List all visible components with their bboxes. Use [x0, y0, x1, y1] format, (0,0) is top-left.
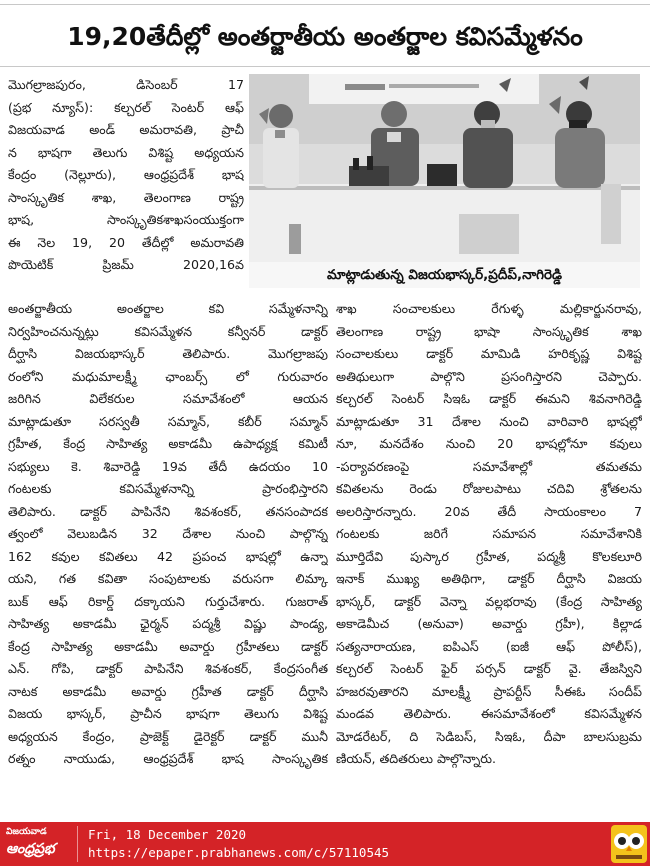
article-line: అతిథులుగా పాల్గొని ప్రసంగిస్తారని చెప్పారు.	[336, 368, 642, 384]
article-line: మాట్లాడుతూ సరస్వతీ సమ్మాన్, కబీర్ సమ్మాన్	[8, 413, 328, 429]
article-line: సంచాలకులు డాక్టర్ మామిడి హరికృష్ణ విశిష్ట	[336, 346, 642, 361]
article-line: గంటలకు జరిగే సమాపన సమావేశానికి	[336, 526, 642, 541]
article-line: అధ్యయన కేంద్రం, ప్రాజెక్ట్ డైరెక్టర్ డాక్టర్ మునీ	[8, 728, 328, 744]
article-line: ఇనాక్ ముఖ్య అతిథిగా, డాక్టర్ దీర్ఘాసి విజయ	[336, 571, 642, 586]
brand-city: విజయవాడ	[6, 827, 47, 837]
article-line: సభ్యులు కె. శివారెడ్డి 19వ తేదీ ఉదయం 10	[8, 458, 328, 474]
article-line: నూ, మనదేశం నుంచి 20 భాషల్లోనూ కవులు	[336, 436, 642, 451]
publication-logo	[6, 826, 78, 862]
article-line: ఈ నెల 19, 20 తేదీల్లో అమరావతి	[8, 234, 244, 250]
press-meet-photo-illustration	[249, 74, 640, 262]
article-line: కల్చరల్ సెంటర్ ఫైర్ పర్సన్ డాక్టర్ వై. తేజస్విని	[336, 661, 642, 676]
brand-name: ఆంధ్రప్రభ	[6, 841, 55, 857]
clip-url[interactable]: https://epaper.prabhanews.com/c/57110545	[88, 845, 390, 860]
article-line: అంతర్జాతీయ అంతర్జాల కవి సమ్మేళనాన్ని	[8, 301, 328, 316]
article-line: నిర్వహించనున్నట్లు కవిసమ్మేళన కన్వీనర్ డాక్టర్	[8, 323, 328, 339]
article-line: అకాడెమీచ (అనువా) అవార్డు గ్రహీ), కిల్లాడ	[336, 616, 642, 631]
article-column-left	[8, 298, 328, 771]
news-photo	[249, 74, 640, 262]
article-line: కవితలను రెండు రోజులపాటు చదివి శ్రోతలను	[336, 481, 642, 496]
article-line: జరిగిన విలేకరుల సమావేశంలో ఆయన	[8, 391, 328, 406]
article-line: త్వంలో వెలుబడిన 32 దేశాల నుంచి పాల్గొన్న	[8, 526, 328, 541]
headline-rule	[0, 66, 650, 67]
article-line: సత్యనారాయణ, ఐపిఎస్ (ఐజీ ఆఫ్ పోలీస్),	[336, 638, 642, 654]
article-line: అలరిస్తారన్నారు. 20వ తేదీ సాయంకాలం 7	[336, 503, 642, 519]
article-line: రత్నం నాయుడు, ఆంధ్రప్రదేశ్ భాష సాంస్కృతిక	[8, 751, 328, 766]
article-line: విజయ భాస్కర్, ప్రాచీన భాషగా తెలుగు విశిష్ట	[8, 706, 328, 721]
article-line: దీర్ఘాసి విజయభాస్కర్ తెలిపారు. మొగల్రాజపు	[8, 346, 328, 361]
article-line: మాట్లాడుతూ 31 దేశాల నుంచి వారివారి భాషల్లో	[336, 413, 642, 429]
article-line: కేంద్రం (నెల్లూరు), ఆంధ్రప్రదేశ్ భాష	[8, 167, 244, 182]
article-line: న భాషగా తెలుగు విశిష్ట అధ్యయన	[8, 144, 244, 160]
article-line: సాంస్కృతిక శాఖ, తెలంగాణ రాష్ట్ర	[8, 189, 244, 205]
article-line: బుక్ ఆఫ్ రికార్డ్ దక్కాయని గుర్తుచేశారు. గుజరాత్	[8, 593, 328, 609]
article-line: తెలిపారు. డాక్టర్ పాపినేని శివశంకర్, తనసంపాదక	[8, 503, 328, 519]
article-column-right	[336, 298, 642, 771]
article-line: ఎన్. గోపి, డాక్టర్ పాపినేని శివశంకర్, కేంద్రసంగీత	[8, 661, 328, 676]
article-line: శాఖ సంచాలకులు రేగుళ్ళ మల్లికార్జునరావు,	[336, 301, 642, 316]
photo-caption: మాట్లాడుతున్న విజయభాస్కర్,ప్రదీప్,నాగిరెడ్డి	[249, 262, 640, 288]
article-line: పొయెటిక్ ప్రిజమ్ 2020,16వ	[8, 257, 244, 272]
article-line: -పర్యావరణంపై సమావేశాల్లో తమతమ	[336, 458, 642, 474]
edition-date: Fri, 18 December 2020	[88, 827, 247, 842]
article-line: నాటక అకాడమీ అవార్డు గ్రహీత డాక్టర్ దీర్ఘాసి	[8, 683, 328, 699]
article-line: హజరవుతారని మాలక్ష్మీ ప్రాపర్టీస్ సీఈఓ సందీప్	[336, 683, 642, 699]
headline: 19,20తేదీల్లో అంతర్జాతీయ అంతర్జాల కవిసమ్మేళనం	[67, 22, 583, 51]
article-line: భాష, సాంస్కృతికశాఖసంయుక్తంగా	[8, 212, 244, 227]
article-line: మండవ తెలిపారు. ఈసమావేశంలో కవిసమ్మేళన	[336, 706, 642, 721]
article-line: యని, గత కవితా సంపుటాలకు వరుసగా లిమ్కా	[8, 571, 328, 586]
article-line: విజయవాడ అండ్ అమరావతి, ప్రాచీ	[8, 122, 244, 137]
article-line: మూర్తిదేవి పుస్కార గ్రహీత, పద్మశ్రీ కొలకలూరి	[336, 548, 642, 564]
article-line: మోడరేటర్, ది సెడిబస్, సిఇఓ, దీపా బాలసుబ్రమ	[336, 728, 642, 744]
article-line: భాస్కర్, డాక్టర్ వెన్నా వల్లభరావు (కేంద్ర సాహిత్య	[336, 593, 642, 609]
article-line: కల్చరల్ సెంటర్ సిఇఓ డాక్టర్ ఈమని శివనాగిరెడ్డి	[336, 391, 642, 406]
article-line: కేంద్ర సాహిత్య అకాడమీ అవార్డు గ్రహీతలు డాక్టర్	[8, 638, 328, 654]
article-column-intro	[8, 74, 244, 277]
article-line: మొగల్రాజపురం, డిసెంబర్ 17	[8, 77, 244, 92]
article-line: రంలోని మధుమాలక్ష్మీ ఛాంబర్స్ లో గురువారం	[8, 368, 328, 384]
article-line: 162 కవుల కవితలు 42 ప్రపంచ భాషల్లో ఉన్నా	[8, 548, 328, 564]
article-line: సాహిత్య అకాడమీ ఛైర్మన్ పద్మశ్రీ విష్ణు పాండ్య,	[8, 616, 328, 631]
article-line: తెలంగాణ రాష్ట్ర భాషా సాంస్కృతిక శాఖ	[336, 323, 642, 339]
article-line: గ్రహీత, కేంద్ర సాహిత్య అకాడమీ ఉపాధ్యక్ష కమిటీ	[8, 436, 328, 451]
article-line: గంటలకు కవిసమ్మేళనాన్ని ప్రారంభిస్తారని	[8, 481, 328, 496]
article-line: (ప్రభ న్యూస్): కల్చరల్ సెంటర్ ఆఫ్	[8, 99, 244, 115]
article-line: ణియన్, తదితరులు పాల్గొన్నారు.	[336, 751, 497, 766]
owl-mascot-icon	[610, 824, 648, 864]
top-rule	[0, 4, 650, 5]
epaper-footer	[0, 822, 650, 866]
